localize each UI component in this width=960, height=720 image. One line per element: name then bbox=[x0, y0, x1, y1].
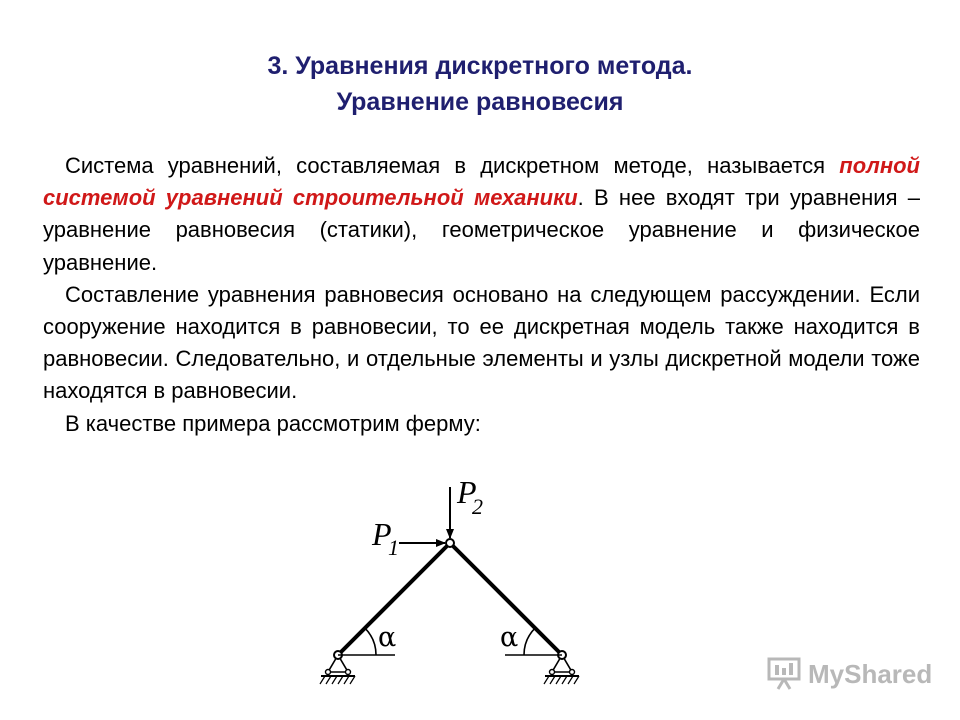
paragraph-2: Составление уравнения равновесия основано на следующем рассуждении. Если сооружение находится в равновесии, то ее дискретная модель также находится в равновесии. Следовательно, и отдельные элементы и узлы дискретной модели тоже находятся в равновесии. bbox=[43, 281, 920, 404]
watermark-text: MyShared bbox=[808, 659, 933, 689]
load-p1-letter: P bbox=[372, 516, 392, 552]
left-support bbox=[320, 651, 355, 684]
paragraph-1-part-1: Система уравнений, составляемая в дискретном методе, называется bbox=[65, 153, 840, 178]
title-line-2: Уравнение равновесия bbox=[336, 88, 624, 116]
paragraph-3: В качестве примера рассмотрим ферму: bbox=[65, 410, 481, 436]
title-line-1: 3. Уравнения дискретного метода. bbox=[267, 52, 693, 80]
highlighted-term: полной системой уравнений строительной механики bbox=[43, 153, 920, 211]
right-angle-arc bbox=[524, 628, 535, 655]
angle-right-label: α bbox=[500, 622, 519, 653]
load-p1-subscript: 1 bbox=[388, 535, 399, 560]
right-support bbox=[544, 651, 579, 684]
paragraph-1-part-2: . В нее входят три уравнения – уравнение равновесия (статики), геометрическое уравнение и физическое уравнение. bbox=[43, 185, 920, 275]
load-p2-subscript: 2 bbox=[472, 494, 483, 519]
left-angle-arc bbox=[365, 628, 376, 655]
load-p2-letter: P bbox=[457, 474, 477, 510]
watermark bbox=[766, 654, 936, 694]
top-joint bbox=[446, 539, 454, 547]
angle-left-label: α bbox=[378, 622, 397, 653]
presentation-icon bbox=[766, 657, 802, 691]
